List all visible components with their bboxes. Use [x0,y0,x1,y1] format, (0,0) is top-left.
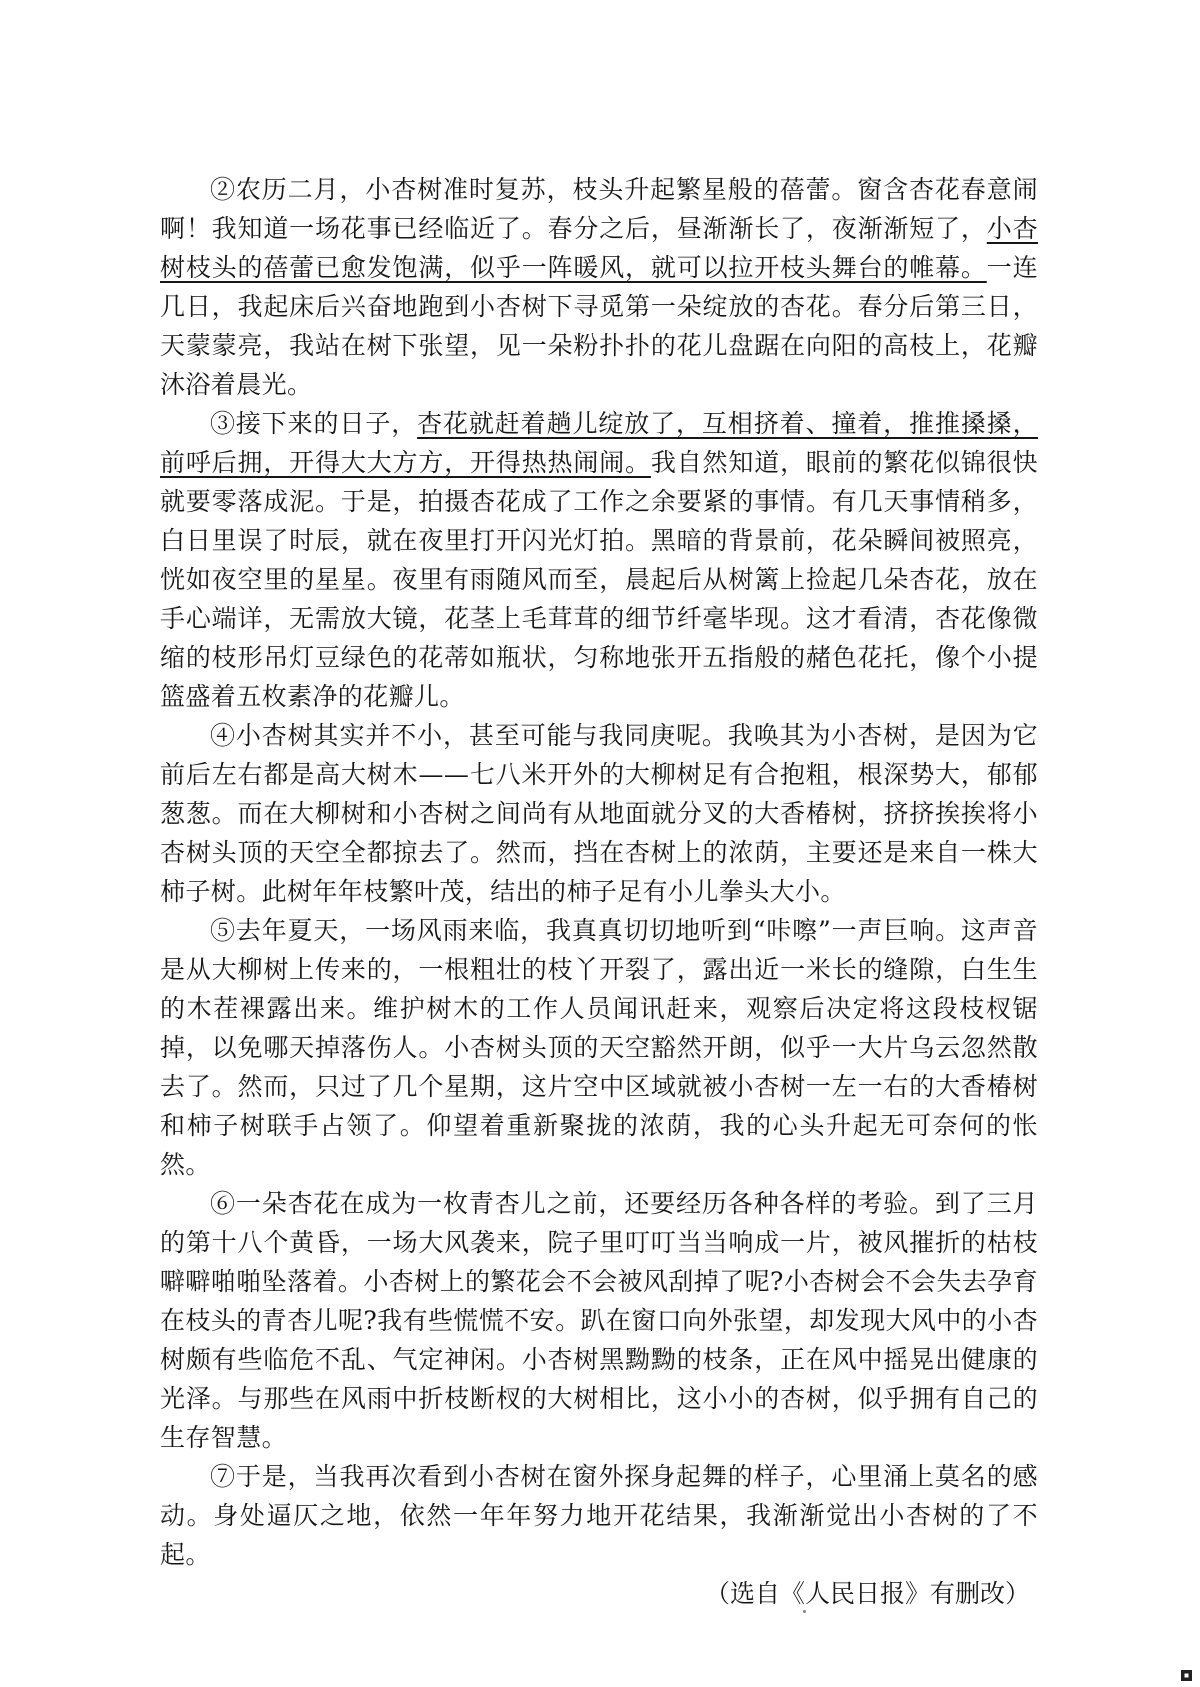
source-citation: （选自《人民日报》有删改） [704,1579,1030,1608]
paragraph-3-text-1: ③接下来的日子， [210,409,418,438]
paragraph-7 [160,1457,1038,1574]
paragraph-3-underlined-sentence: 杏花就赶着趟儿绽放了，互相挤着、撞着，推推搡搡，前呼后拥，开得大大方方，开得热热闹闹。 [160,409,1038,477]
paragraph-6 [160,1184,1038,1457]
paragraph-2-underlined-sentence: 小杏树枝头的蓓蕾已愈发饱满，似乎一阵暖风，就可以拉开枝头舞台的帷幕。 [160,214,1038,282]
paragraph-3 [160,404,1038,716]
paragraph-7-text: ⑦于是，当我再次看到小杏树在窗外探身起舞的样子，心里涌上莫名的感动。身处逼仄之地，依然一年年努力地开花结果，我渐渐觉出小杏树的了不起。 [160,1462,1038,1569]
paragraph-3-text-2: 我自然知道，眼前的繁花似锦很快就要零落成泥。于是，拍摄杏花成了工作之余要紧的事情。有几天事情稍多，白日里误了时辰，就在夜里打开闪光灯拍。黑暗的背景前，花朵瞬间被照亮，恍如夜空里的星星。夜里有雨随风而至，晨起后从树篱上捡起几朵杏花，放在手心端详，无需放大镜，花茎上毛茸茸的细节纤毫毕现。这才看清，杏花像微缩的枝形吊灯豆绿色的花蒂如瓶状，匀称地张开五指般的赭色花托，像个小提篮盛着五枚素净的花瓣儿。 [160,448,1038,711]
paragraph-4-text: ④小杏树其实并不小，甚至可能与我同庚呢。我唤其为小杏树，是因为它前后左右都是高大树木——七八米开外的大柳树足有合抱粗，根深势大，郁郁葱葱。而在大柳树和小杏树之间尚有从地面就分叉的大香椿树，挤挤挨挨将小杏树头顶的天空全都掠去了。然而，挡在杏树上的浓荫，主要还是来自一株大柿子树。此树年年枝繁叶茂，结出的柿子足有小儿拳头大小。 [160,721,1038,906]
paragraph-5-text: ⑤去年夏天，一场风雨来临，我真真切切地听到“咔嚓”一声巨响。这声音是从大柳树上传来的，一根粗壮的枝丫开裂了，露出近一米长的缝隙，白生生的木茬裸露出来。维护树木的工作人员闻讯赶来，观察后决定将这段枝杈锯掉，以免哪天掉落伤人。小杏树头顶的天空豁然开朗，似乎一大片乌云忽然散去了。然而，只过了几个星期，这片空中区域就被小杏树一左一右的大香椿树和柿子树联手占领了。仰望着重新聚拢的浓荫，我的心头升起无可奈何的怅然。 [160,916,1038,1179]
paragraph-2-text-1: ②农历二月，小杏树准时复苏，枝头升起繁星般的蓓蕾。窗含杏花春意闹啊！我知道一场花事已经临近了。春分之后，昼渐渐长了，夜渐渐短了， [160,175,1038,243]
paragraph-5 [160,911,1038,1184]
paragraph-2-text-2: 一连几日，我起床后兴奋地跑到小杏树下寻觅第一朵绽放的杏花。春分后第三日，天蒙蒙亮，我站在树下张望，见一朵粉扑扑的花儿盘踞在向阳的高枝上，花瓣沐浴着晨光。 [160,253,1038,399]
paragraph-6-text: ⑥一朵杏花在成为一枚青杏儿之前，还要经历各种各样的考验。到了三月的第十八个黄昏，一场大风袭来，院子里叮叮当当响成一片，被风摧折的枯枝噼噼啪啪坠落着。小杏树上的繁花会不会被风刮掉了呢?小杏树会不会失去孕育在枝头的青杏儿呢?我有些慌慌不安。趴在窗口向外张望，却发现大风中的小杏树颇有些临危不乱、气定神闲。小杏树黑黝黝的枝条，正在风中摇晃出健康的光泽。与那些在风雨中折枝断杈的大树相比，这小小的杏树，似乎拥有自己的生存智慧。 [160,1189,1038,1452]
article-body [160,170,1038,1613]
corner-watermark [1181,1670,1192,1681]
paragraph-2 [160,170,1038,404]
qr-code-icon [1181,1670,1192,1681]
scan-speck [803,1610,806,1613]
paragraph-4 [160,716,1038,911]
